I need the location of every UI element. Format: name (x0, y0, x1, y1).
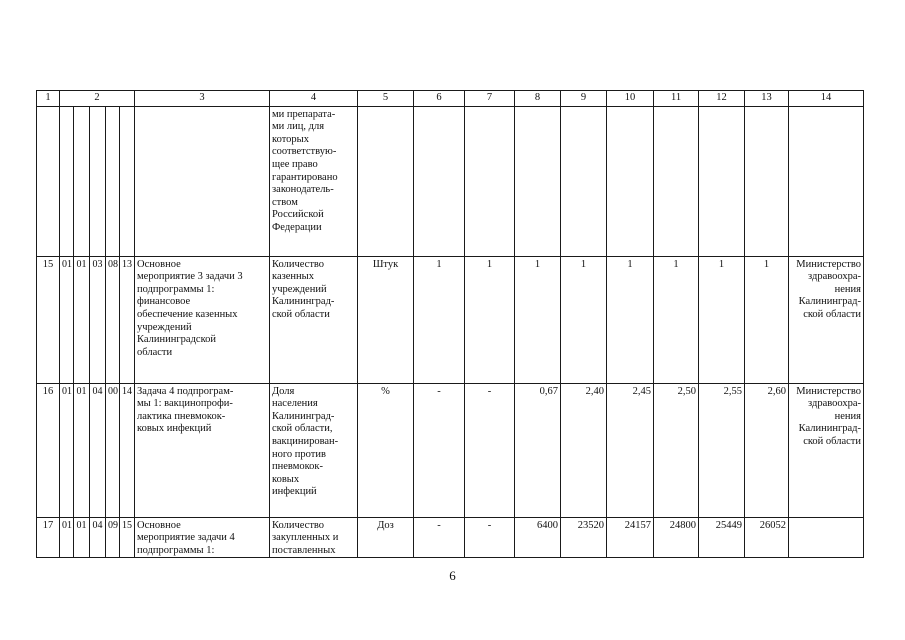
indicator-cell: Количество казенных учреждений Калининград- ской области (270, 256, 358, 383)
code-cell: 01 (60, 383, 74, 517)
header-row (37, 91, 864, 107)
code-cell: 15 (120, 517, 135, 558)
code-cell: 13 (120, 256, 135, 383)
row-number: 15 (37, 256, 60, 383)
page-number: 6 (449, 568, 456, 583)
value-cell: - (465, 517, 515, 558)
header-cell: 2 (60, 91, 135, 107)
code-cell: 01 (74, 256, 90, 383)
value-cell: 24157 (607, 517, 654, 558)
unit-cell: % (358, 383, 414, 517)
value-cell: - (465, 383, 515, 517)
value-cell: - (414, 383, 465, 517)
value-cell: 23520 (561, 517, 607, 558)
code-cell: 00 (106, 383, 120, 517)
value-cell: 1 (515, 256, 561, 383)
header-cell: 12 (699, 91, 745, 107)
code-cell: 04 (90, 517, 106, 558)
indicator-cell: Доля населения Калининград- ской области, вакцинирован- ного против пневмокок- ковых инфекций (270, 383, 358, 517)
value-cell: 25449 (699, 517, 745, 558)
header-cell: 4 (270, 91, 358, 107)
indicator-cell: ми препарата- ми лиц, для которых соответствую- щее право гарантировано законодатель- ством Российской Федерации (270, 106, 358, 256)
code-cell: 01 (60, 517, 74, 558)
value-cell: 2,60 (745, 383, 789, 517)
value-cell: 1 (699, 256, 745, 383)
code-cell: 14 (120, 383, 135, 517)
indicator-cell: Количество закупленных и поставленных (270, 517, 358, 558)
value-cell: 1 (654, 256, 699, 383)
header-cell: 5 (358, 91, 414, 107)
table-row-15 (37, 256, 864, 383)
header-cell: 13 (745, 91, 789, 107)
activity-cell: Основное мероприятие задачи 4 подпрограммы 1: (135, 517, 270, 558)
code-cell: 04 (90, 383, 106, 517)
executor-cell: Министерство здравоохра- нения Калининград- ской области (789, 256, 864, 383)
header-cell: 6 (414, 91, 465, 107)
value-cell: 2,50 (654, 383, 699, 517)
code-cell: 03 (90, 256, 106, 383)
value-cell: 6400 (515, 517, 561, 558)
value-cell: 1 (745, 256, 789, 383)
code-cell: 08 (106, 256, 120, 383)
executor-cell (789, 517, 864, 558)
code-cell: 09 (106, 517, 120, 558)
activity-cell: Основное мероприятие 3 задачи 3 подпрограммы 1: финансовое обеспечение казенных учреждений Калининградской области (135, 256, 270, 383)
header-cell: 11 (654, 91, 699, 107)
row-number: 17 (37, 517, 60, 558)
header-cell: 9 (561, 91, 607, 107)
value-cell: 2,45 (607, 383, 654, 517)
activity-cell: Задача 4 подпрограм- мы 1: вакцинопрофи- лактика пневмокок- ковых инфекций (135, 383, 270, 517)
value-cell: 0,67 (515, 383, 561, 517)
value-cell: 2,40 (561, 383, 607, 517)
code-cell: 01 (60, 256, 74, 383)
value-cell: 1 (561, 256, 607, 383)
code-cell: 01 (74, 517, 90, 558)
value-cell: - (414, 517, 465, 558)
header-cell: 7 (465, 91, 515, 107)
unit-cell: Штук (358, 256, 414, 383)
table-row-16 (37, 383, 864, 517)
value-cell: 1 (465, 256, 515, 383)
row-number: 16 (37, 383, 60, 517)
table-row-17 (37, 517, 864, 558)
program-table (36, 90, 864, 558)
header-cell: 1 (37, 91, 60, 107)
header-cell: 8 (515, 91, 561, 107)
unit-cell: Доз (358, 517, 414, 558)
executor-cell: Министерство здравоохра- нения Калининград- ской области (789, 383, 864, 517)
value-cell: 1 (607, 256, 654, 383)
value-cell: 2,55 (699, 383, 745, 517)
value-cell: 24800 (654, 517, 699, 558)
table-row-continuation (37, 106, 864, 256)
header-cell: 3 (135, 91, 270, 107)
header-cell: 10 (607, 91, 654, 107)
code-cell: 01 (74, 383, 90, 517)
value-cell: 1 (414, 256, 465, 383)
value-cell: 26052 (745, 517, 789, 558)
header-cell: 14 (789, 91, 864, 107)
